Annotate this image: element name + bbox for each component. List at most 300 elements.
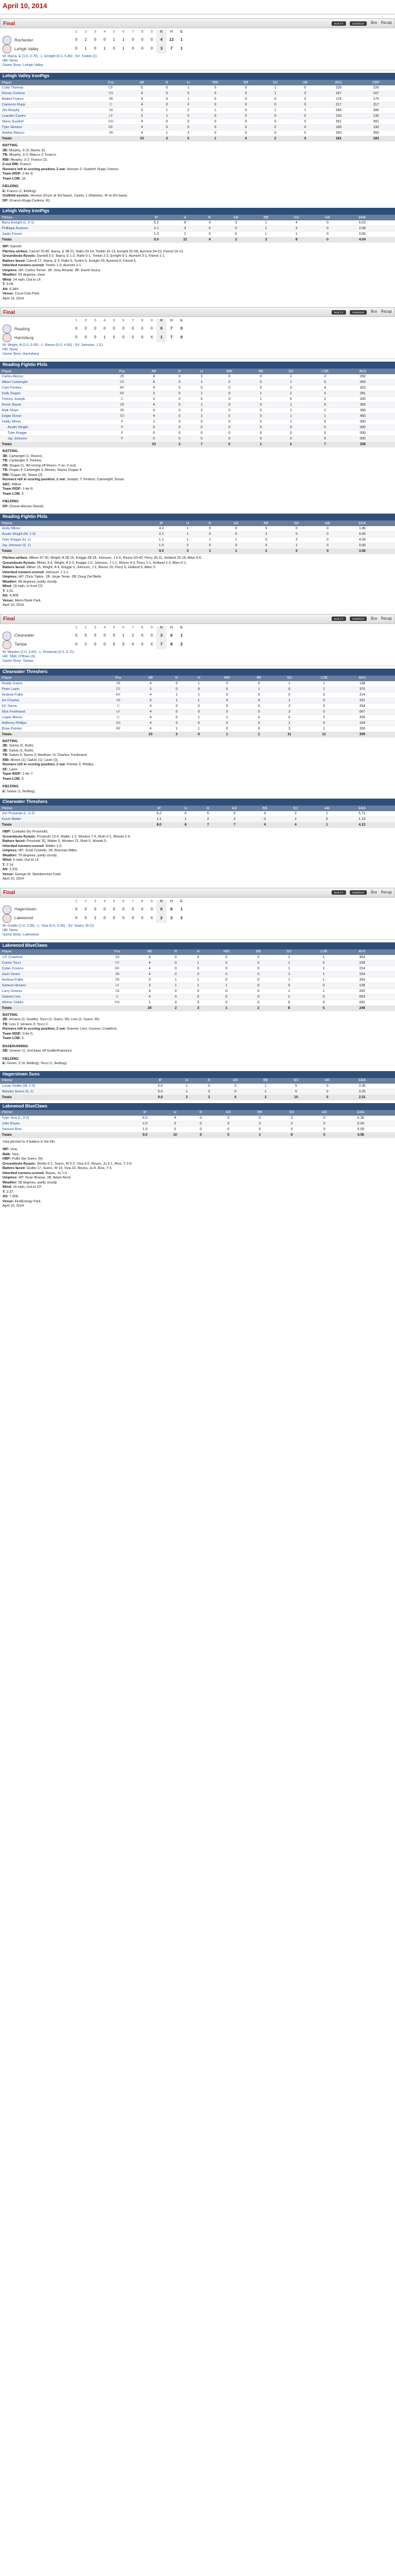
stat-cell: 0 (168, 425, 190, 431)
stat-cell (382, 425, 395, 431)
box-column-header: IP (144, 806, 175, 811)
recap-link[interactable]: Recap (381, 310, 392, 314)
stat-cell: 9.0 (146, 549, 176, 554)
gameday-button[interactable]: GAMEDAY (350, 890, 367, 895)
stat-cell: 1 (311, 822, 343, 828)
player-name[interactable]: Gabriel Lino (0, 994, 100, 1000)
note-head: Team LOB: (3, 176, 21, 181)
player-position (127, 232, 141, 237)
team-name[interactable]: Rochester (14, 38, 33, 43)
stat-cell: 33 (127, 136, 156, 142)
box-column-header: SO (260, 80, 290, 85)
table-row (0, 988, 395, 994)
stat-cell: 4 (281, 220, 311, 226)
stat-cell: 2 (306, 397, 344, 402)
stat-cell: 0 (232, 131, 261, 136)
player-position: SS (101, 720, 136, 726)
note-head: Att: (3, 287, 9, 291)
stat-cell: 1 (176, 1084, 198, 1089)
player-name[interactable]: Dylan Cozens (0, 966, 100, 971)
box-column-header: OBP (357, 80, 395, 85)
box-link[interactable]: Box (371, 310, 377, 314)
inning-number: 9 (150, 319, 153, 323)
box-column-header: H (161, 1110, 189, 1116)
table-row (0, 966, 395, 971)
team-name[interactable]: Lakewood (14, 916, 33, 920)
player-name[interactable]: Cam Perkins (0, 385, 105, 391)
box-column-header: Player (0, 80, 94, 85)
note-text: Galvis (1, fielding). (7, 789, 36, 794)
stat-cell: 0 (165, 720, 188, 726)
note-line (3, 777, 392, 782)
player-name[interactable]: Brian Pointer (0, 726, 101, 731)
note-line: W: Wooten (1-0, 3.00) ; L: Prosinski (0-2, 5.71) (3, 650, 74, 654)
stat-cell: 000 (344, 425, 381, 431)
player-name[interactable]: Cameron Rupp (0, 102, 94, 108)
stat-cell: 0 (311, 1089, 343, 1094)
inning-runs: 1 (122, 46, 125, 51)
stat-cell: 1 (305, 971, 343, 977)
player-name[interactable]: Albert Cartwright (0, 380, 105, 385)
player-name[interactable]: Roddy Galvis (0, 681, 101, 687)
note-text: Prosinski 13-6, Walter 1-1, Wooten 7-5, Ruth 2-1, Woods 1-0. (36, 834, 131, 839)
note-head: Team LOB: (3, 1037, 21, 1040)
table-row (0, 436, 395, 442)
note-line: HR: None. (3, 59, 19, 63)
stat-cell: 11 (305, 731, 344, 737)
player-position: C (101, 703, 136, 709)
stat-cell: 214 (343, 692, 381, 698)
total-header: R (160, 319, 163, 323)
box-column-header: IP (146, 520, 176, 526)
stat-cell: 3 (305, 692, 344, 698)
player-name[interactable]: Austin Wright (W, 1-0) (0, 532, 133, 537)
totals-blank (94, 136, 127, 142)
stat-cell: 4 (134, 960, 165, 966)
note-head: TB: (3, 153, 9, 157)
recap-link[interactable]: Recap (381, 617, 392, 621)
stat-cell: 0 (190, 436, 212, 442)
team-name[interactable]: Clearwater (14, 633, 35, 638)
stat-cell: 1 (246, 391, 276, 397)
team-name[interactable]: Harrisburg (14, 335, 34, 340)
player-name[interactable]: Andrew Pullin (0, 977, 100, 983)
stat-cell: 0 (209, 988, 243, 994)
team-name[interactable]: Lehigh Valley (14, 46, 39, 51)
stat-cell: 167 (320, 91, 357, 97)
stat-cell: 1.13 (343, 817, 382, 822)
stat-cell: 1 (188, 726, 210, 731)
player-name[interactable]: Tyler Knigge (0, 431, 105, 436)
box-column-header: R (189, 1110, 212, 1116)
stat-cell: 0 (199, 125, 232, 131)
inning-number: 6 (122, 30, 125, 34)
stat-cell: 0 (246, 385, 276, 391)
player-name[interactable]: Tyler Henson (0, 125, 94, 131)
note-line (3, 185, 392, 190)
player-name[interactable]: Jay Johnson (0, 436, 105, 442)
stat-cell (382, 526, 395, 532)
stat-cell: 0 (213, 442, 246, 448)
player-name[interactable]: Jay Johnson (S, 1) (0, 543, 133, 549)
stat-cell: 0 (244, 709, 274, 714)
note-line (3, 1176, 392, 1181)
stat-cell: 4 (134, 988, 165, 994)
player-position: 1B (101, 698, 136, 703)
note-head: Wind: (3, 278, 13, 282)
stat-cell: 0 (178, 91, 199, 97)
note-text: Tonkin 1-0, Aumont 2-1. (45, 264, 82, 267)
stat-cell: 0 (244, 983, 274, 988)
stat-cell: 0 (168, 408, 190, 414)
stat-cell: 0 (232, 85, 261, 91)
stat-cell (382, 714, 395, 720)
stat-cell: 5.71 (343, 811, 382, 817)
note-text: Walter 1-0. (45, 844, 63, 848)
stat-cell: 3 (176, 1094, 198, 1100)
table-row (0, 977, 395, 983)
stat-cell: 1 (251, 226, 281, 232)
stat-cell: 1 (276, 414, 306, 419)
player-name[interactable]: Jon Prosinski (L, 0-2) (0, 811, 130, 817)
stat-cell: 000 (344, 431, 381, 436)
stat-cell: 0 (305, 994, 343, 1000)
player-name[interactable]: Brock Stassi (0, 402, 105, 408)
player-name[interactable]: Zach Green (0, 971, 100, 977)
stat-cell: 1 (251, 1084, 280, 1089)
inning-runs: 0 (112, 907, 116, 912)
player-name[interactable]: Phillippe Aumont (0, 226, 127, 232)
stat-cell: 231 (343, 698, 381, 703)
box-column-header: ERA (343, 520, 381, 526)
box-column-header: HR (312, 520, 343, 526)
player-name[interactable]: Peter Lavin (0, 686, 101, 692)
team-name[interactable]: Hagerstown (14, 907, 36, 912)
note-text: HP: Chris Tipton. 1B: Jorge Teran. 3B: Doug Del Bello. (18, 575, 102, 579)
box-column-header: BB (232, 80, 261, 85)
game-notes (0, 649, 395, 666)
stat-cell: 281 (344, 391, 381, 397)
gameday-button[interactable]: GAMEDAY (350, 310, 367, 315)
stat-cell (382, 543, 395, 549)
stat-cell: 3 (127, 114, 156, 119)
box-column-header (382, 520, 395, 526)
note-text: April 10, 2014 (3, 296, 24, 301)
stat-cell (381, 1121, 395, 1126)
stat-cell (381, 1116, 395, 1121)
inning-runs: 0 (75, 38, 78, 42)
stat-cell: 2 (280, 811, 311, 817)
inning-column (90, 900, 100, 923)
team-row (3, 632, 72, 640)
player-position (133, 543, 146, 549)
stat-cell: 0 (281, 526, 311, 532)
player-name[interactable]: Ronny Cedeno (0, 91, 94, 97)
gameday-button[interactable]: GAMEDAY (350, 617, 367, 621)
stat-cell: 2 (165, 1005, 187, 1011)
inning-column (81, 319, 90, 342)
table-row (0, 1084, 395, 1089)
player-name[interactable]: Art Charles (0, 698, 101, 703)
total-header: E (180, 30, 183, 34)
stat-cell: 2 (219, 817, 250, 822)
stat-cell: 0 (260, 97, 290, 102)
player-name[interactable]: Kelly Dugan (0, 391, 105, 397)
inning-column (72, 900, 81, 923)
stat-cell: 138 (343, 983, 382, 988)
stat-cell: 063 (343, 994, 382, 1000)
stat-cell: 0 (308, 1116, 340, 1121)
recap-link[interactable]: Recap (381, 21, 392, 25)
note-head: Att: (3, 594, 9, 598)
stat-cell: 1 (188, 692, 210, 698)
stat-cell: 209 (343, 731, 381, 737)
table-row (0, 380, 395, 385)
note-head: Groundouts-flyouts: (3, 1161, 36, 1166)
box-score-table (0, 208, 395, 243)
box-column-header (382, 215, 395, 220)
stat-cell: 8 (276, 1132, 308, 1138)
note-text: 1-for-7. (22, 772, 34, 776)
table-row (0, 681, 395, 687)
stat-cell: 0 (139, 436, 169, 442)
stat-cell (382, 442, 395, 448)
player-name[interactable]: J.P. Crawford (0, 955, 100, 961)
stat-cell: 0 (312, 532, 343, 537)
player-name[interactable]: Anthony Phillips (0, 720, 101, 726)
stat-cell: 0 (220, 1094, 251, 1100)
player-position: P (105, 425, 139, 431)
box-link[interactable]: Box (371, 617, 377, 621)
note-text: Darnell 5-2, Ibarra, E 1-2, Rallo 0-1, Tonkin 2-2, Enright 9-1, Aumont 3-1, Friend 1-1. (36, 254, 166, 258)
stat-cell: 0 (199, 85, 232, 91)
stat-cell: 29 (134, 1005, 165, 1011)
stat-cell: 0 (168, 385, 190, 391)
stat-cell: 154 (343, 966, 382, 971)
total-value: 1 (180, 907, 183, 912)
mlbtv-button[interactable]: MLB.TV (332, 310, 345, 315)
table-row (0, 994, 395, 1000)
player-name[interactable]: Edgar Duran (0, 414, 105, 419)
player-name[interactable]: Wander Suero (S, 1) (0, 1089, 132, 1094)
inning-runs: 1 (112, 38, 116, 42)
stat-cell: 1 (273, 955, 305, 961)
player-name[interactable]: Cody Thomas (0, 85, 94, 91)
team-name[interactable]: Reading (14, 326, 30, 331)
stat-cell: 0 (251, 537, 281, 543)
totals-blank (133, 549, 146, 554)
player-name[interactable]: Leandro Castro (0, 114, 94, 119)
totals-label: Totals (0, 237, 127, 243)
note-head: HBP: (3, 1157, 11, 1161)
note-text: HP: Scott Costello. 1B: Brennan Miller. (18, 849, 78, 853)
player-position: 1B (100, 988, 134, 994)
stat-cell: 1 (165, 977, 187, 983)
stat-cell: 3 (251, 237, 281, 243)
stat-cell: 4 (127, 102, 156, 108)
stat-cell: 000 (344, 436, 381, 442)
player-name[interactable]: Maikel Franco (0, 97, 94, 102)
stat-cell: 4 (161, 1116, 189, 1121)
box-column-header: Pitcher (0, 1078, 132, 1084)
player-name[interactable]: Wilmer Odelis (0, 1000, 100, 1005)
stat-cell: 4 (136, 692, 166, 698)
player-name[interactable]: Andres Blanco (0, 131, 94, 136)
stat-cell: 1 (260, 91, 290, 97)
note-text: 5. (21, 492, 25, 496)
stat-cell: 4.13 (343, 822, 382, 828)
stat-cell: 0 (188, 720, 210, 726)
box-column-header: HR (311, 1078, 343, 1084)
stat-cell: 10 (281, 1094, 312, 1100)
note-line (3, 177, 392, 182)
box-column-header (382, 676, 395, 681)
note-text: Greene; Lino; Cozens; Crawford. (67, 1027, 117, 1031)
note-head: Weather: (3, 853, 18, 858)
stat-cell: 200 (343, 988, 382, 994)
player-name[interactable]: Carlos Alonso (0, 374, 105, 380)
box-column-header: IP (141, 215, 171, 220)
player-name[interactable]: Holdy Milner (0, 419, 105, 425)
note-line (3, 273, 392, 278)
mlbtv-button[interactable]: MLB.TV (332, 21, 345, 26)
stat-cell: 0 (190, 397, 212, 402)
stat-cell: 1 (281, 232, 311, 237)
table-row (0, 692, 395, 698)
note-text: 2:14. (6, 863, 14, 867)
player-name[interactable]: Hody Milner (0, 526, 133, 532)
box-column-header: ER (221, 215, 251, 220)
box-header-row (0, 806, 395, 811)
note-head: FIELDING (3, 500, 19, 504)
box-column-header: ER (220, 1078, 251, 1084)
gameday-button[interactable]: GAMEDAY (350, 21, 367, 26)
box-column-header: ER (212, 1110, 244, 1116)
box-notes (0, 738, 395, 797)
team-name[interactable]: Tampa (14, 642, 27, 647)
table-row (0, 960, 395, 966)
player-name[interactable]: Kevin Walter (0, 817, 130, 822)
box-link[interactable]: Box (371, 890, 377, 895)
note-line (3, 858, 392, 863)
game-notes (0, 53, 395, 70)
stat-cell: 0 (213, 385, 246, 391)
stat-cell: 0 (273, 983, 305, 988)
player-name[interactable]: Nick Ferdinand (0, 709, 101, 714)
inning-column (81, 30, 90, 53)
linescore (0, 898, 395, 923)
stat-cell: 5 (244, 1116, 276, 1121)
inning-runs: 0 (112, 642, 116, 647)
inning-runs: 0 (94, 38, 97, 42)
note-head: 2B: (3, 744, 8, 748)
table-row (0, 119, 395, 125)
player-name[interactable]: Yacksel Rios (0, 1126, 115, 1132)
stat-cell: 0 (244, 955, 274, 961)
table-row (0, 391, 395, 397)
player-name[interactable]: Barry Enright (L, 0-1) (0, 220, 127, 226)
note-head: Outfield assists: (3, 194, 30, 198)
box-score-table (0, 1103, 395, 1138)
player-name[interactable]: Justin Friend (0, 232, 127, 237)
inning-runs: 0 (75, 915, 78, 920)
stat-cell: 0.00 (340, 1126, 381, 1132)
note-head: 3B: (3, 454, 8, 458)
recap-link[interactable]: Recap (381, 890, 392, 895)
stat-cell: 0 (199, 543, 221, 549)
box-column-header: BB (246, 369, 276, 374)
total-header: R (160, 899, 163, 903)
note-line (3, 492, 392, 497)
player-name[interactable]: Jim Murphy (0, 108, 94, 114)
player-name[interactable]: Logan Moore (0, 714, 101, 720)
inning-column (128, 900, 138, 923)
table-row (0, 811, 395, 817)
stat-cell: 1 (190, 380, 212, 385)
player-name[interactable]: Austin Wright (0, 425, 105, 431)
note-text: 79 degrees, partly cloudy. (18, 853, 58, 858)
table-row (0, 414, 395, 419)
stat-cell: 2 (260, 136, 290, 142)
note-line (3, 785, 392, 790)
totals-row (0, 136, 395, 142)
mlbtv-button[interactable]: MLB.TV (332, 617, 345, 621)
stat-cell: 2 (251, 549, 281, 554)
stat-cell: 0 (246, 402, 276, 408)
stat-cell (382, 220, 395, 226)
player-name[interactable]: Tommy Joseph (0, 397, 105, 402)
stat-cell: 0 (189, 1126, 212, 1132)
stat-cell: 3 (251, 526, 281, 532)
box-column-header: R (168, 369, 190, 374)
player-name[interactable]: Carlos Tocci (0, 960, 100, 966)
player-name[interactable]: Samuel Hiciano (0, 983, 100, 988)
player-name[interactable]: Matt Shaw (0, 408, 105, 414)
inning-runs: 0 (131, 326, 134, 331)
box-column-header: R (165, 676, 188, 681)
note-head: SF: (3, 767, 8, 772)
inning-runs: 0 (84, 335, 87, 340)
player-name[interactable]: Larry Greene (0, 988, 100, 994)
inning-number: 2 (84, 319, 87, 323)
player-name[interactable]: Lucas Giolito (W, 1-0) (0, 1084, 132, 1089)
box-column-header: Pitcher (0, 806, 130, 811)
player-name[interactable]: Steve Susdorf (0, 119, 94, 125)
stat-cell: 4 (280, 822, 311, 828)
note-head: Balk: (3, 1152, 11, 1156)
table-row (0, 1089, 395, 1094)
inning-number: 5 (112, 319, 116, 323)
player-name[interactable]: Tyler Viza (L, 0-2) (0, 1116, 115, 1121)
inning-column (109, 626, 119, 649)
player-position: 2B (105, 374, 139, 380)
game-header (0, 888, 395, 898)
note-head: 2B: (3, 1018, 8, 1021)
player-name[interactable]: KC Serna (0, 703, 101, 709)
player-name[interactable]: Julio Reyes (0, 1121, 115, 1126)
box-column-header: SO (274, 676, 305, 681)
stat-cell: 0 (232, 102, 261, 108)
player-name[interactable]: Andrew Pullin (0, 692, 101, 698)
box-column-header (381, 806, 395, 811)
inning-runs: 0 (103, 907, 106, 912)
mlbtv-button[interactable]: MLB.TV (332, 890, 345, 895)
player-name[interactable]: Tyler Knigge (H, 1) (0, 537, 133, 543)
box-link[interactable]: Box (371, 21, 377, 25)
stat-cell: 258 (344, 442, 381, 448)
inning-runs: 0 (122, 915, 125, 920)
stat-cell: 0 (290, 102, 320, 108)
